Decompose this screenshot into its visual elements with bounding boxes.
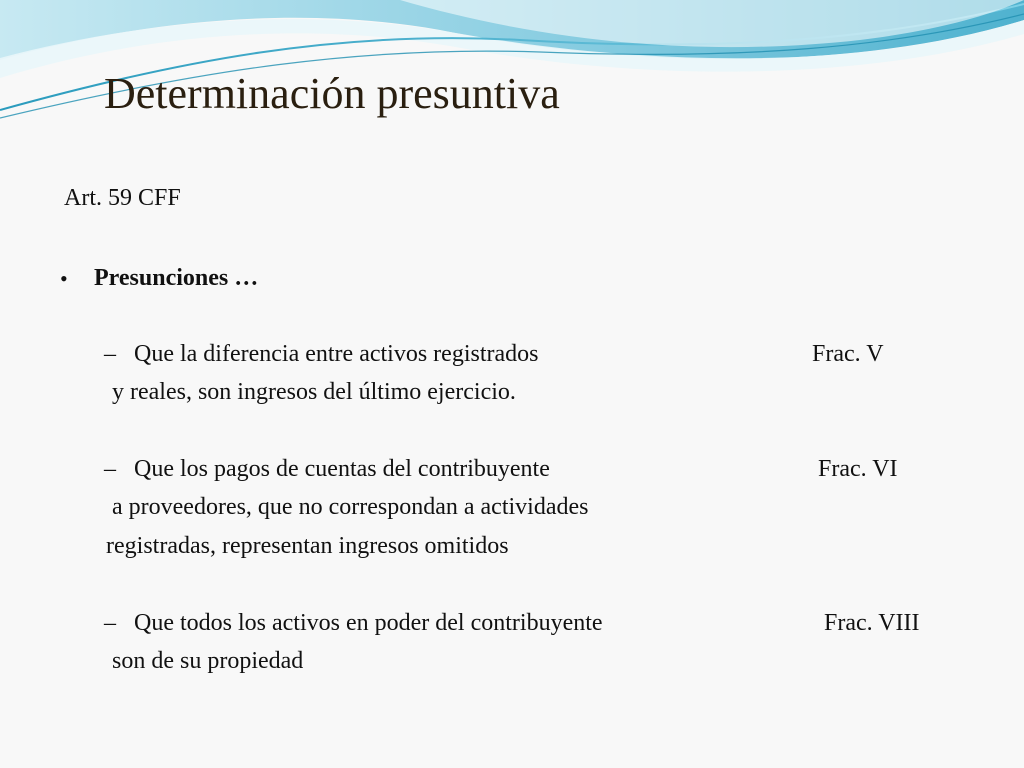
article-reference: Art. 59 CFF — [64, 185, 181, 211]
slide-title: Determinación presuntiva — [104, 69, 560, 118]
item-2-line-1: Que los pagos de cuentas del contribuyente — [134, 456, 550, 482]
item-1-dash: – — [104, 341, 116, 367]
item-3-dash: – — [104, 610, 116, 636]
item-1-line-2: y reales, son ingresos del último ejercicio. — [112, 379, 516, 405]
item-2-frac: Frac. VI — [818, 456, 898, 482]
item-3-line-2: son de su propiedad — [112, 648, 304, 674]
item-1-frac: Frac. V — [812, 341, 884, 367]
item-2-dash: – — [104, 456, 116, 482]
presunciones-heading: Presunciones … — [94, 265, 259, 291]
item-2-line-2: a proveedores, que no correspondan a actividades — [112, 494, 589, 520]
item-2-line-3: registradas, representan ingresos omitidos — [106, 533, 509, 559]
bullet-marker: • — [60, 266, 68, 291]
item-3-frac: Frac. VIII — [824, 610, 920, 636]
item-3-line-1: Que todos los activos en poder del contribuyente — [134, 610, 603, 636]
item-1-line-1: Que la diferencia entre activos registrados — [134, 341, 539, 367]
